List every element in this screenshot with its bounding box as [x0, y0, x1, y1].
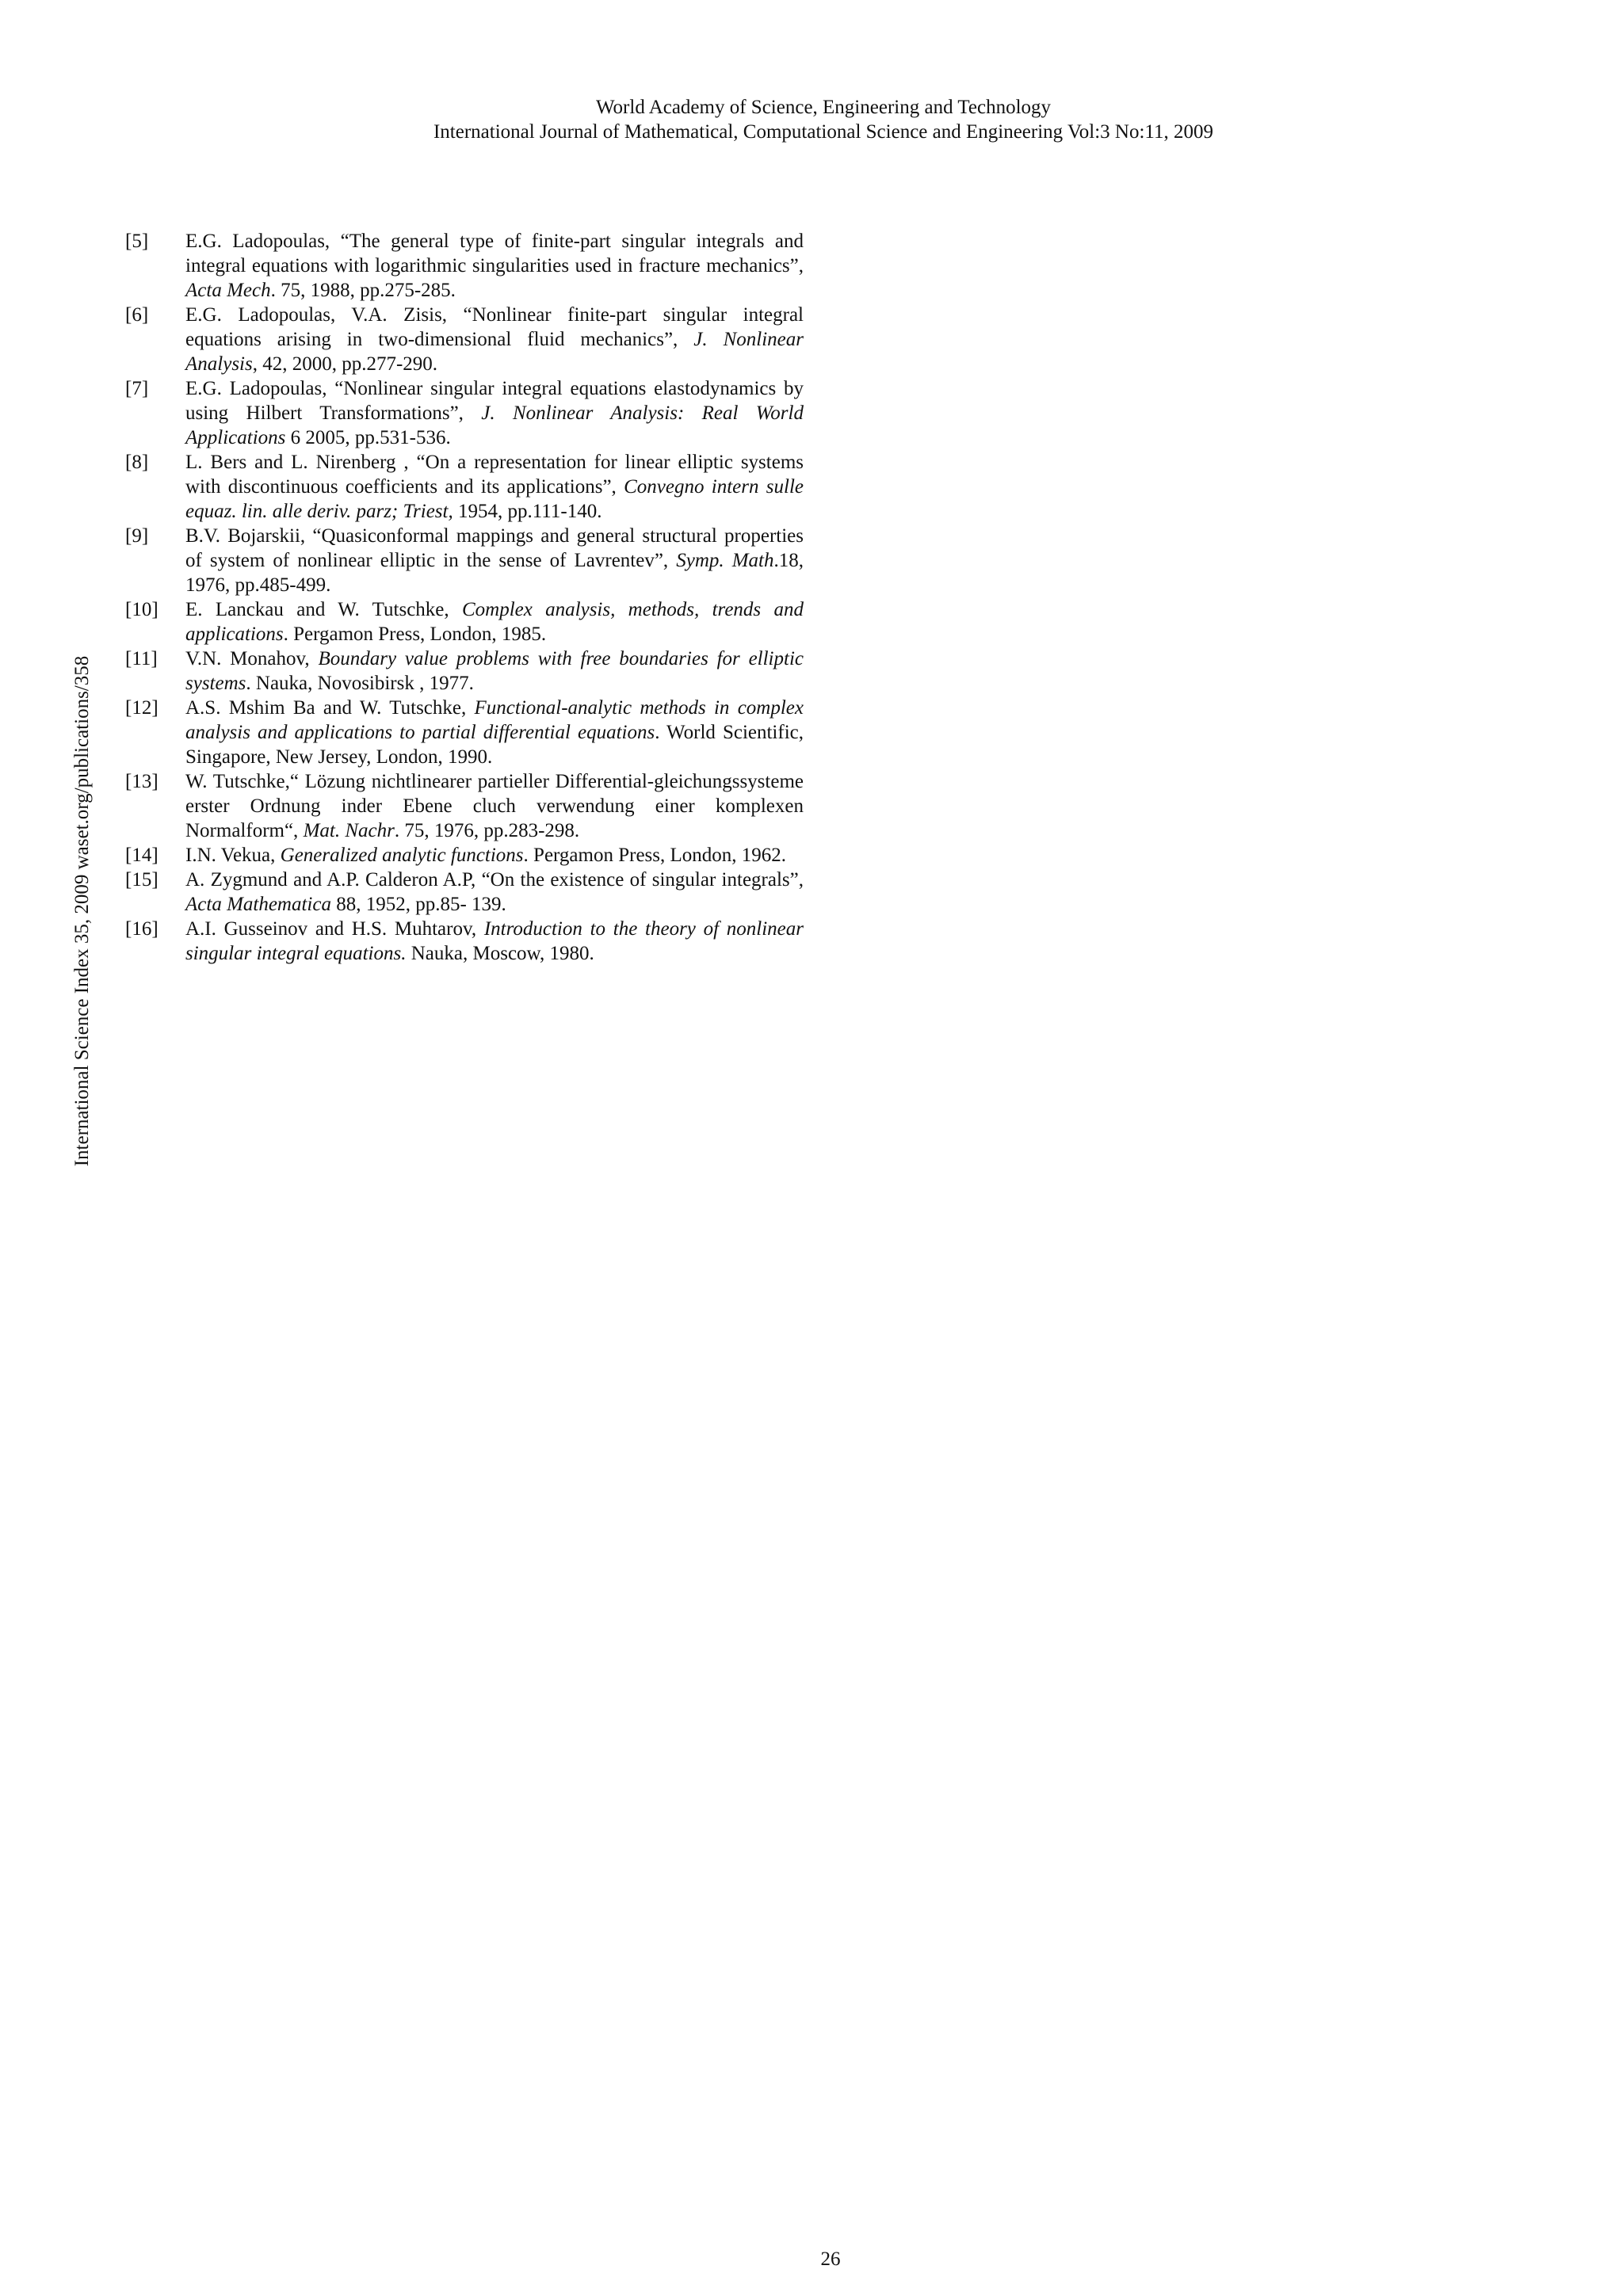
reference-text-part: . Pergamon Press, London, 1985. [283, 624, 547, 645]
reference-text-part: E.G. Ladopoulas, “Nonlinear singular integral equations elastodynamics by using Hilbert Transformations”, [185, 378, 804, 424]
reference-title-italic: Mat. Nachr [303, 820, 395, 841]
reference-text-part: . Nauka, Novosibirsk , 1977. [246, 673, 474, 694]
reference-text-part: . World Scientific, Singapore, New Jersey, London, 1990. [185, 722, 804, 768]
reference-text-part: 1954, pp.111-140. [453, 501, 602, 522]
reference-text-part: 88, 1952, pp.85- 139. [330, 894, 506, 915]
reference-text [185, 450, 804, 524]
reference-title-italic: Functional-analytic methods in complex analysis and applications to partial differential equations [185, 697, 804, 743]
reference-title-italic: J. Nonlinear Analysis: Real World Applications [185, 402, 804, 448]
reference-number: [15] [125, 869, 158, 891]
reference-number: [16] [125, 918, 158, 940]
reference-text-part: . 75, 1988, pp.275-285. [270, 280, 456, 301]
reference-title-italic: Acta Mathematica [185, 894, 331, 915]
page-number: 26 [820, 2248, 841, 2270]
header-journal: International Journal of Mathematical, Computational Science and Engineering Vol:3 No:11, 2009 [433, 121, 1214, 143]
reference-item [125, 769, 804, 843]
reference-text-part: L. Bers and L. Nirenberg , “On a representation for linear elliptic systems with discontinuous coefficients and its applications”, [185, 452, 804, 498]
reference-text-part: I.N. Vekua, [185, 845, 281, 866]
reference-number: [6] [125, 304, 149, 326]
reference-title-italic: Complex analysis, methods, trends and applications [185, 599, 804, 645]
reference-item [125, 843, 804, 868]
reference-text [185, 696, 804, 769]
reference-item [125, 597, 804, 646]
reference-text-part: , 42, 2000, pp.277-290. [252, 353, 438, 375]
reference-text-part: E. Lanckau and W. Tutschke, [185, 599, 462, 620]
reference-text-part: . 75, 1976, pp.283-298. [394, 820, 580, 841]
reference-text-part: V.N. Monahov, [185, 648, 319, 669]
reference-title-italic: Introduction to the theory of nonlinear singular integral equations. [185, 918, 804, 964]
reference-title-italic: Generalized analytic functions [280, 845, 524, 866]
reference-title-italic: J. Nonlinear Analysis [185, 329, 804, 375]
reference-number: [7] [125, 378, 149, 399]
reference-text-part: E.G. Ladopoulas, “The general type of finite-part singular integrals and integral equations with logarithmic singularities used in fracture mechanics”, [185, 231, 804, 277]
reference-text [185, 524, 804, 597]
running-header [0, 95, 1623, 144]
reference-text [185, 597, 804, 646]
reference-text [185, 843, 804, 868]
reference-item [125, 376, 804, 450]
reference-text-part: E.G. Ladopoulas, V.A. Zisis, “Nonlinear finite-part singular integral equations arising in two-dimensional fluid mechanics”, [185, 304, 804, 350]
reference-item [125, 696, 804, 769]
reference-text [185, 229, 804, 303]
reference-text [185, 303, 804, 376]
reference-number: [9] [125, 525, 149, 547]
reference-text-part: B.V. Bojarskii, “Quasiconformal mappings and general structural properties of system of nonlinear elliptic in the sense of Lavrentev”, [185, 525, 804, 571]
reference-text [185, 868, 804, 917]
reference-text-part: W. Tutschke,“ Lözung nichtlinearer partieller Differential-gleichungssysteme erster Ordnung inder Ebene cluch verwendung einer komplexen Normalform“, [185, 771, 804, 841]
reference-item [125, 917, 804, 966]
reference-title-italic: Boundary value problems with free boundaries for elliptic systems [185, 648, 804, 694]
reference-text [185, 769, 804, 843]
reference-number: [11] [125, 648, 158, 669]
reference-text [185, 646, 804, 696]
reference-text-part: 6 2005, pp.531-536. [285, 427, 451, 448]
reference-number: [12] [125, 697, 158, 719]
reference-text [185, 376, 804, 450]
reference-title-italic: Convegno intern sulle equaz. lin. alle deriv. parz; Triest, [185, 476, 804, 522]
reference-text [185, 917, 804, 966]
reference-number: [8] [125, 452, 149, 473]
reference-text-part: A. Zygmund and A.P. Calderon A.P, “On the existence of singular integrals”, [185, 869, 804, 891]
reference-text-part: A.I. Gusseinov and H.S. Muhtarov, [185, 918, 484, 940]
side-index-text: International Science Index 35, 2009 waset.org/publications/358 [71, 655, 93, 1167]
reference-item [125, 450, 804, 524]
reference-title-italic: Symp. Math [676, 550, 774, 571]
reference-item [125, 868, 804, 917]
reference-title-italic: Acta Mech [185, 280, 271, 301]
reference-text-part: . Pergamon Press, London, 1962. [523, 845, 787, 866]
reference-number: [10] [125, 599, 158, 620]
reference-number: [13] [125, 771, 158, 792]
reference-text-part: A.S. Mshim Ba and W. Tutschke, [185, 697, 475, 719]
reference-item [125, 646, 804, 696]
reference-text-part: .18, 1976, pp.485-499. [185, 550, 804, 596]
reference-item [125, 524, 804, 597]
reference-item [125, 303, 804, 376]
reference-number: [5] [125, 231, 149, 252]
reference-list [125, 229, 804, 966]
header-publisher: World Academy of Science, Engineering and Technology [595, 97, 1052, 118]
reference-item [125, 229, 804, 303]
reference-number: [14] [125, 845, 158, 866]
reference-text-part: Nauka, Moscow, 1980. [406, 943, 594, 964]
